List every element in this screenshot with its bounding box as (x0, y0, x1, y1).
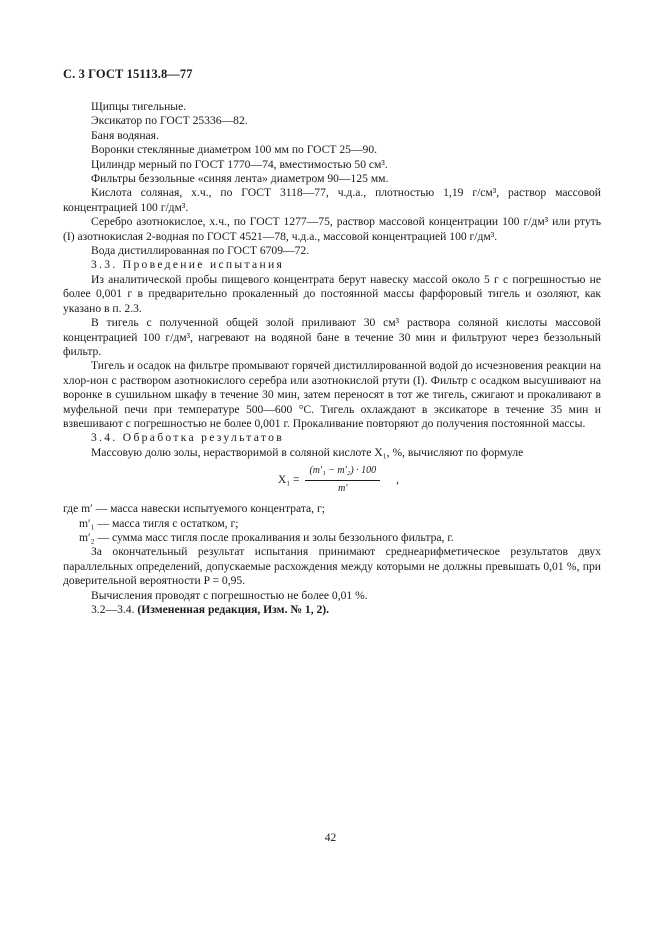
equipment-item: Эксикатор по ГОСТ 25336—82. (91, 114, 248, 128)
formula-numerator: (m′₁ − m′₂) · 100 (305, 464, 380, 480)
equipment-item: Кислота соляная, х.ч., по ГОСТ 3118—77, ч.д.а., плотностью 1,19 г/см³, раствор массовой концентрацией 100 г/дм³. (63, 186, 601, 214)
equipment-item: Воронки стеклянные диаметром 100 мм по ГОСТ 25—90. (91, 143, 378, 157)
section-3-4-intro: Массовую долю золы, нерастворимой в соляной кислоте X₁, %, вычисляют по формуле (91, 445, 524, 459)
formula-fraction (305, 464, 380, 496)
section-3-4-paragraph: Вычисления проводят с погрешностью не более 0,01 %. (91, 588, 368, 602)
where-definition: m′₂ — сумма масс тигля после прокаливания и золы беззольного фильтра, г. (79, 530, 454, 544)
section-3-3-title: 3.3. Проведение испытания (91, 258, 285, 272)
amendment-note: 3.2—3.4. (Измененная редакция, Изм. № 1, 2). (91, 603, 330, 616)
equipment-item: Баня водяная. (91, 128, 159, 142)
page-number: 42 (324, 832, 337, 844)
equipment-item: Вода дистиллированная по ГОСТ 6709—72. (91, 244, 310, 258)
equipment-item: Серебро азотнокислое, х.ч., по ГОСТ 1277—75, раствор массовой концентрации 100 г/дм³ или ртуть (I) азотнокислая 2-водная по ГОСТ 4521—78, ч.д.а., массовой концентрацией 100 г/дм³. (63, 215, 601, 243)
where-definition: где m′ — масса навески испытуемого концентрата, г; (63, 502, 325, 516)
section-3-3-paragraph: Тигель и осадок на фильтре промывают горячей дистиллированной водой до исчезновения реакции на хлор-ион с раствором азотнокислого серебра или азотнокислой ртути (I). Фильтр с осадком высушивают на воронке в сушильном шкафу в течение 30 мин, затем переносят в тот же тигель, сжигают и прокаливают в муфельной печи при температуре 500—600 °С. Тигель охлаждают в эксикаторе в течение 35 мин и взвешивают с погрешностью не более 0,001 г. Прокаливание повторяют до получения постоянной массы. (63, 359, 601, 430)
section-3-3-paragraph: Из аналитической пробы пищевого концентрата берут навеску массой около 5 г с погрешностью не более 0,001 г в предварительно прокаленный до постоянной массы фарфоровый тигель и озоляют, как указано в п. 2.3. (63, 272, 601, 315)
section-3-4-paragraph: За окончательный результат испытания принимают среднеарифметическое результатов двух параллельных определений, допускаемые расхождения между которыми не должны превышать 0,01 %, при доверительной вероятности P = 0,95. (63, 545, 601, 588)
section-3-3-paragraph: В тигель с полученной общей золой приливают 30 см³ раствора соляной кислоты массовой концентрацией 100 г/дм³, нагревают на водяной бане в течение 30 мин и фильтруют через беззольный фильтр. (63, 316, 601, 358)
equipment-item: Цилиндр мерный по ГОСТ 1770—74, вместимостью 50 см³. (91, 157, 388, 171)
formula (63, 462, 601, 498)
where-definition: m′₁ — масса тигля с остатком, г; (79, 516, 239, 530)
equipment-item: Щипцы тигельные. (91, 100, 187, 113)
document-body (63, 100, 601, 617)
formula-trail: , (396, 473, 400, 486)
formula-denominator: m′ (338, 482, 348, 494)
page-header: С. 3 ГОСТ 15113.8—77 (63, 67, 193, 81)
formula-lhs: X₁ = (278, 473, 300, 486)
equipment-item: Фильтры беззольные «синяя лента» диаметром 90—125 мм. (91, 172, 389, 186)
section-3-4-title: 3.4. Обработка результатов (91, 431, 284, 445)
